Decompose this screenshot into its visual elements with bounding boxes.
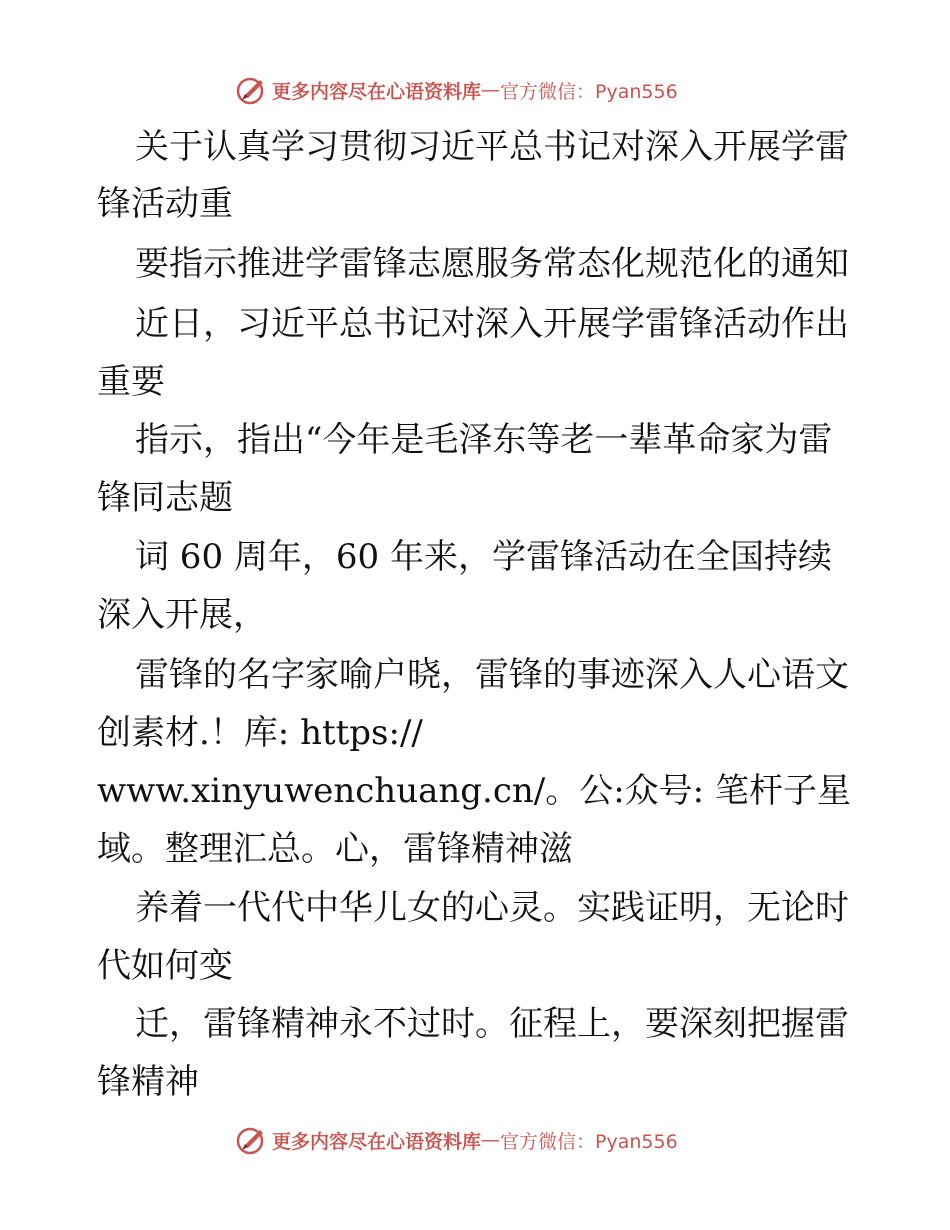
text-line: 锋同志题 xyxy=(97,478,233,518)
text-line: www.xinyuwenchuang.cn/。公:众号: 笔杆子星 xyxy=(97,771,851,811)
banner-main-text: 更多内容尽在心语资料库 xyxy=(272,1130,482,1153)
banner-main-text: 更多内容尽在心语资料库 xyxy=(272,80,482,103)
text-line: 域。整理汇总。心，雷锋精神滋 xyxy=(97,829,573,869)
text-line: 代如何变 xyxy=(97,946,233,986)
text-line: 创素材.！库: https:// xyxy=(97,713,423,753)
quill-logo-icon xyxy=(236,1124,268,1156)
banner-wechat-text: 官方微信：Pyan556 xyxy=(500,1130,678,1153)
banner-wechat-text: 官方微信：Pyan556 xyxy=(500,80,678,103)
text-line: 迁，雷锋精神永不过时。征程上，要深刻把握雷 xyxy=(135,1004,849,1044)
text-line: 近日，习近平总书记对深入开展学雷锋活动作出 xyxy=(135,304,849,344)
banner-dash: — xyxy=(481,1129,501,1151)
banner-dash: — xyxy=(481,79,501,101)
text-line: 要指示推进学雷锋志愿服务常态化规范化的通知 xyxy=(135,244,849,284)
text-line: 锋精神 xyxy=(97,1062,199,1102)
text-line: 深入开展， xyxy=(97,595,267,635)
text-line: 养着一代代中华儿女的心灵。实践证明，无论时 xyxy=(135,888,849,928)
footer-banner xyxy=(236,1122,678,1158)
text-line: 指示，指出“今年是毛泽东等老一辈革命家为雷 xyxy=(135,420,833,460)
header-banner xyxy=(236,72,678,108)
quill-logo-icon xyxy=(236,74,268,106)
text-line: 重要 xyxy=(97,362,165,402)
text-line: 锋活动重 xyxy=(97,184,233,224)
text-line: 关于认真学习贯彻习近平总书记对深入开展学雷 xyxy=(135,127,849,167)
text-line: 雷锋的名字家喻户晓，雷锋的事迹深入人心语文 xyxy=(135,655,849,695)
text-line: 词 60 周年，60 年来，学雷锋活动在全国持续 xyxy=(135,537,832,577)
